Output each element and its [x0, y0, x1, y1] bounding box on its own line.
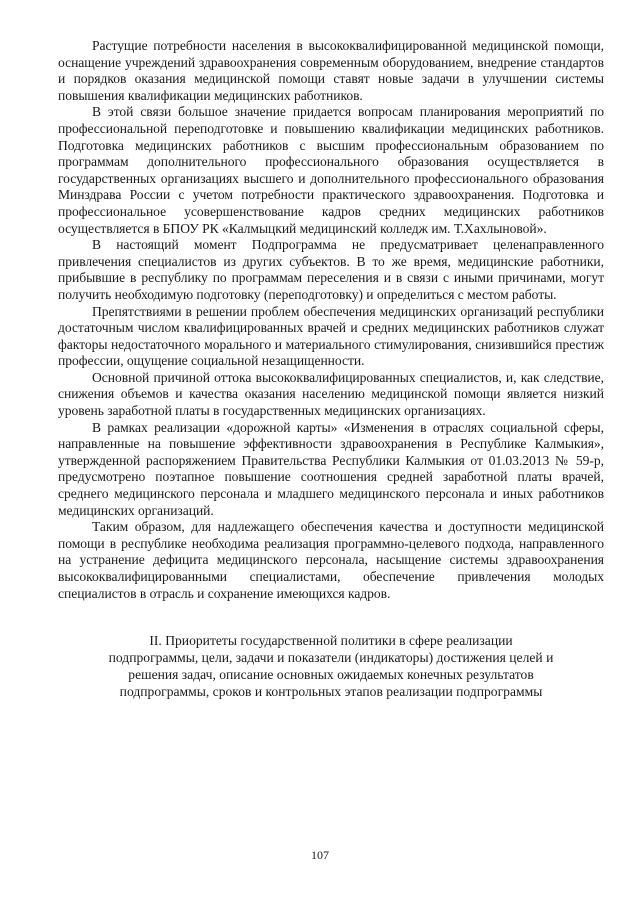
paragraph-3: В настоящий момент Подпрограмма не предусматривает целенаправленного привлечения специалистов из других субъектов. В то же время, медицинские работники, прибывшие в республику по программам переселения и в связи с иными причинами, могут получить необходимую подготовку (переподготовку) и определиться с местом работы. [58, 237, 604, 302]
section-heading-line: решения задач, описание основных ожидаемых конечных результатов [128, 667, 534, 683]
paragraph-6: В рамках реализации «дорожной карты» «Изменения в отраслях социальной сферы, направленные на повышение эффективности здравоохранения в Республике Калмыкия», утвержденной распоряжением Правительства Республики Калмыкия от 01.03.2013 № 59-р, предусмотрено поэтапное повышение соотношения средней заработной платы врачей, среднего медицинского персонала и младшего медицинского персонала и иных работников медицинских организаций. [58, 419, 604, 518]
section-heading-line: II. Приоритеты государственной политики в сфере реализации [149, 633, 513, 649]
paragraph-7: Таким образом, для надлежащего обеспечения качества и доступности медицинской помощи в республике необходима реализация программно-целевого подхода, направленного на устранение дефицита медицинского персонала, насыщение системы здравоохранения высококвалифицированными специалистами, обеспечение привлечения молодых специалистов в отрасль и сохранение имеющихся кадров. [58, 519, 604, 601]
paragraph-2: В этой связи большое значение придается вопросам планирования мероприятий по профессиональной переподготовке и повышению квалификации медицинских работников. Подготовка медицинских работников с высшим профессиональным образованием по программам дополнительного профессионального образования осуществляется в государственных организациях высшего и дополнительного профессионального образования Минздрава России с учетом потребности практического здравоохранения. Подготовка и профессиональное усовершенствование кадров средних медицинских работников осуществляется в БПОУ РК «Калмыцкий медицинский колледж им. Т.Хахлыновой». [58, 104, 604, 236]
section-heading-line: подпрограммы, цели, задачи и показатели (индикаторы) достижения целей и [108, 650, 554, 666]
section-heading-line: подпрограммы, сроков и контрольных этапов реализации подпрограммы [119, 684, 543, 700]
paragraph-4: Препятствиями в решении проблем обеспечения медицинских организаций республики достаточным числом квалифицированных врачей и средних медицинских работников служат факторы недостаточного морального и материального стимулирования, снизившийся престиж профессии, ощущение социальной незащищенности. [58, 303, 604, 369]
page-number: 107 [311, 848, 329, 862]
section-heading [58, 632, 604, 700]
paragraph-5: Основной причиной оттока высококвалифицированных специалистов, и, как следствие, снижения объемов и качества оказания населению медицинской помощи является низкий уровень заработной платы в государственных медицинских организациях. [58, 369, 604, 419]
body-text [58, 38, 604, 602]
paragraph-1: Растущие потребности населения в высококвалифицированной медицинской помощи, оснащение учреждений здравоохранения современным оборудованием, внедрение стандартов и порядков оказания медицинской помощи ставят новые задачи в улучшении системы повышения квалификации медицинских работников. [58, 38, 604, 103]
